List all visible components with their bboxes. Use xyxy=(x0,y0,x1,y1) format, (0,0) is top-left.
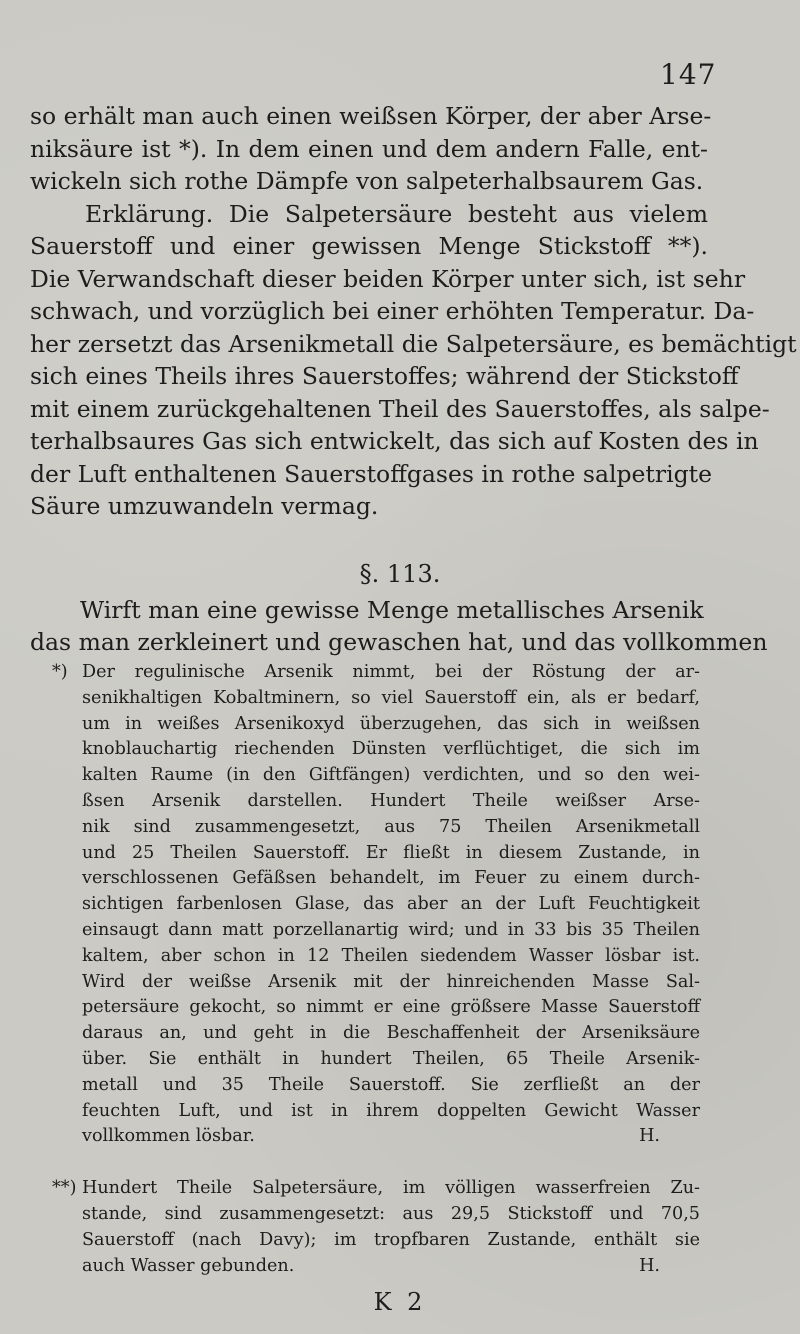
footnote-line: knoblauchartig riechenden Dünsten verflüchtiget, die sich im xyxy=(82,739,700,760)
footnote-marker: *) xyxy=(52,662,68,682)
text-line: Säure umzuwandeln vermag. xyxy=(30,492,379,520)
text-line: Die Verwandschaft dieser beiden Körper unter sich, ist sehr xyxy=(30,264,746,293)
text-line: mit einem zurückgehaltenen Theil des Sauerstoffes, als salpe- xyxy=(30,394,770,423)
footnote-line: nik sind zusammengesetzt, aus 75 Theilen Arsenikmetall xyxy=(82,816,700,837)
text-line: Erklärung. Die Salpetersäure besteht aus vielem xyxy=(85,199,708,228)
text-line: her zersetzt das Arsenikmetall die Salpetersäure, es bemächtigt xyxy=(30,329,797,358)
footnote-line: kalten Raume (in den Giftfängen) verdichten, und so den wei- xyxy=(82,765,700,786)
main-text xyxy=(30,100,797,523)
text-line: der Luft enthaltenen Sauerstoffgases in rothe salpetrigte xyxy=(30,459,713,488)
text-line: Wirft man eine gewisse Menge metallisches Arsenik xyxy=(80,596,704,624)
footnote-line: vollkommen lösbar. H. xyxy=(52,1124,700,1150)
text-line: sich eines Theils ihres Sauerstoffes; während der Stickstoff xyxy=(30,362,739,390)
footnote-line: verschlossenen Gefäßsen behandelt, im Feuer zu einem durch- xyxy=(82,868,700,889)
footnote-line: senikhaltigen Kobaltminern, so viel Sauerstoff ein, als er bedarf, xyxy=(82,687,700,708)
text-line: so erhält man auch einen weißsen Körper, der aber Arse- xyxy=(30,102,712,130)
footnote-line: und 25 Theilen Sauerstoff. Er fließt in diesem Zustande, in xyxy=(82,842,700,863)
footnote-line: Wird der weißse Arsenik mit der hinreichenden Masse Sal- xyxy=(82,971,700,992)
text-line: das man zerkleinert und gewaschen hat, und das vollkommen xyxy=(30,628,768,656)
footnote-marker: **) xyxy=(52,1178,77,1198)
footnote-line: *) Der regulinische Arsenik nimmt, bei der Röstung der ar- xyxy=(52,660,700,686)
page-number: 147 xyxy=(660,58,717,91)
text-line: Sauerstoff und einer gewissen Menge Stickstoff **). xyxy=(30,232,708,260)
footnote-line: petersäure gekocht, so nimmt er eine größsere Masse Sauerstoff xyxy=(82,997,700,1018)
footnote-signature: H. xyxy=(639,1256,660,1276)
printer-signature-mark: K 2 xyxy=(373,1288,427,1316)
footnote-line: feuchten Luft, und ist in ihrem doppelten Gewicht Wasser xyxy=(82,1100,700,1121)
footnote-line: über. Sie enthält in hundert Theilen, 65 Theile Arsenik- xyxy=(82,1048,700,1069)
footnote-line: daraus an, und geht in die Beschaffenheit der Arseniksäure xyxy=(82,1023,700,1044)
footnote-line: kaltem, aber schon in 12 Theilen siedendem Wasser lösbar ist. xyxy=(82,945,700,966)
text-line: wickeln sich rothe Dämpfe von salpeterhalbsaurem Gas. xyxy=(30,167,704,195)
paragraph-2 xyxy=(30,594,768,658)
text-line: terhalbsaures Gas sich entwickelt, das sich auf Kosten des in xyxy=(30,427,759,455)
section-heading: §. 113. xyxy=(359,560,441,588)
text-line: niksäure ist *). In dem einen und dem andern Falle, ent- xyxy=(30,134,708,163)
footnote-line: auch Wasser gebunden. H. xyxy=(52,1253,700,1279)
footnote-1 xyxy=(52,660,700,1150)
footnote-line: um in weißes Arsenikoxyd überzugehen, das sich in weißsen xyxy=(82,713,700,734)
footnote-line: stande, sind zusammengesetzt: aus 29,5 Stickstoff und 70,5 xyxy=(82,1204,700,1224)
footnote-line: Sauerstoff (nach Davy); im tropfbaren Zustande, enthält sie xyxy=(82,1230,700,1250)
text-line: schwach, und vorzüglich bei einer erhöhten Temperatur. Da- xyxy=(30,297,755,325)
footnote-2 xyxy=(52,1175,700,1279)
footnote-signature: H. xyxy=(639,1126,660,1147)
footnote-line: sichtigen farbenlosen Glase, das aber an der Luft Feuchtigkeit xyxy=(82,894,700,915)
footnote-line: einsaugt dann matt porzellanartig wird; und in 33 bis 35 Theilen xyxy=(82,919,700,940)
footnote-line: ßsen Arsenik darstellen. Hundert Theile weißser Arse- xyxy=(82,790,700,811)
footnote-line: metall und 35 Theile Sauerstoff. Sie zerfließt an der xyxy=(82,1074,700,1095)
footnote-line: **) Hundert Theile Salpetersäure, im völligen wasserfreien Zu- xyxy=(52,1175,700,1201)
